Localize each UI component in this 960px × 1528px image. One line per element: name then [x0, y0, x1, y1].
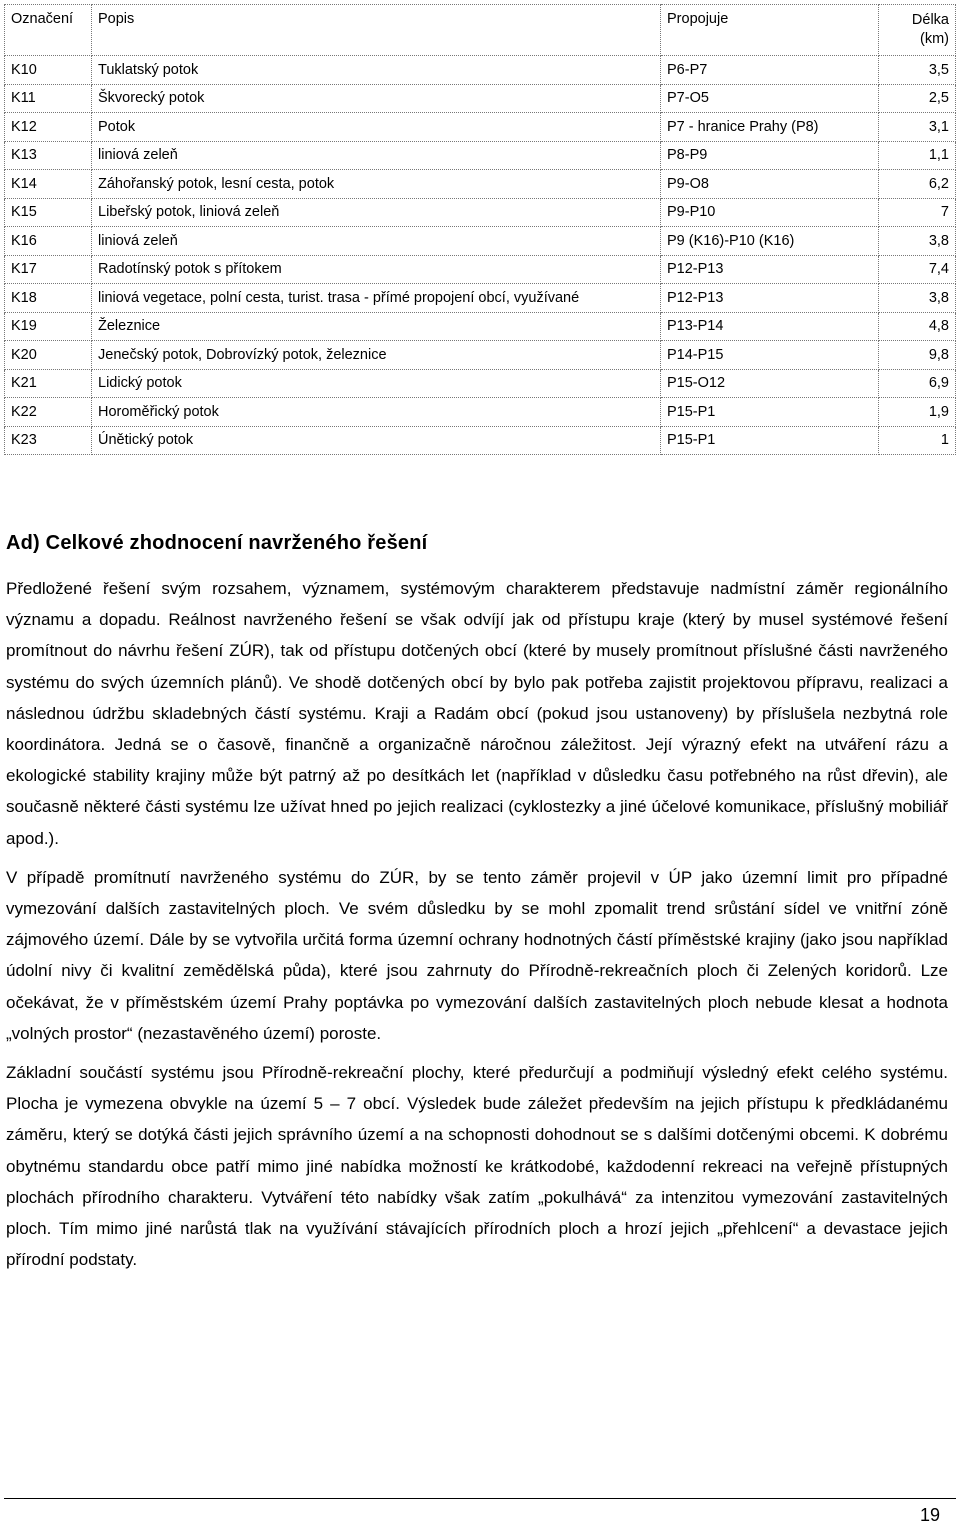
- cell-length: 3,8: [879, 284, 956, 313]
- cell-connects: P15-P1: [661, 398, 879, 427]
- table-row: [5, 56, 956, 85]
- table-row: [5, 170, 956, 199]
- cell-description: Libeřský potok, liniová zeleň: [92, 198, 661, 227]
- cell-description: Železnice: [92, 312, 661, 341]
- table-row: [5, 227, 956, 256]
- cell-description: Lidický potok: [92, 369, 661, 398]
- cell-length: 2,5: [879, 84, 956, 113]
- cell-id: K21: [5, 369, 92, 398]
- cell-connects: P15-P1: [661, 426, 879, 455]
- cell-id: K12: [5, 113, 92, 142]
- cell-id: K22: [5, 398, 92, 427]
- table-body: [5, 56, 956, 455]
- cell-length: 7,4: [879, 255, 956, 284]
- page-number: 19: [919, 1505, 940, 1525]
- corridor-table: [4, 4, 956, 455]
- column-header-length-label: Délka: [911, 12, 949, 28]
- cell-connects: P6-P7: [661, 56, 879, 85]
- table-header-row: [5, 5, 956, 56]
- cell-id: K11: [5, 84, 92, 113]
- cell-length: 1,9: [879, 398, 956, 427]
- cell-id: K15: [5, 198, 92, 227]
- section-heading: Ad) Celkové zhodnocení navrženého řešení: [6, 532, 428, 554]
- cell-description: liniová zeleň: [92, 141, 661, 170]
- evaluation-section: [6, 532, 948, 1283]
- cell-description: Horoměřický potok: [92, 398, 661, 427]
- cell-connects: P13-P14: [661, 312, 879, 341]
- cell-connects: P9-O8: [661, 170, 879, 199]
- cell-id: K23: [5, 426, 92, 455]
- table-row: [5, 398, 956, 427]
- cell-connects: P12-P13: [661, 255, 879, 284]
- cell-length: 4,8: [879, 312, 956, 341]
- cell-connects: P9-P10: [661, 198, 879, 227]
- cell-length: 7: [879, 198, 956, 227]
- cell-connects: P7 - hranice Prahy (P8): [661, 113, 879, 142]
- cell-id: K14: [5, 170, 92, 199]
- table-row: [5, 141, 956, 170]
- cell-length: 6,2: [879, 170, 956, 199]
- cell-id: K16: [5, 227, 92, 256]
- cell-length: 3,8: [879, 227, 956, 256]
- cell-id: K10: [5, 56, 92, 85]
- column-header-connects: Propojuje: [661, 5, 879, 56]
- cell-length: 3,5: [879, 56, 956, 85]
- cell-connects: P9 (K16)-P10 (K16): [661, 227, 879, 256]
- cell-description: liniová zeleň: [92, 227, 661, 256]
- table-row: [5, 312, 956, 341]
- cell-description: Záhořanský potok, lesní cesta, potok: [92, 170, 661, 199]
- table-row: [5, 84, 956, 113]
- column-header-id: Označení: [5, 5, 92, 56]
- cell-length: 1: [879, 426, 956, 455]
- table-row: [5, 341, 956, 370]
- cell-connects: P8-P9: [661, 141, 879, 170]
- table-row: [5, 198, 956, 227]
- cell-length: 6,9: [879, 369, 956, 398]
- table-row: [5, 426, 956, 455]
- cell-description: Tuklatský potok: [92, 56, 661, 85]
- footer-divider: [4, 1498, 956, 1499]
- cell-id: K18: [5, 284, 92, 313]
- column-header-description: Popis: [92, 5, 661, 56]
- cell-connects: P7-O5: [661, 84, 879, 113]
- paragraph-3: Základní součástí systému jsou Přírodně-rekreační plochy, které předurčují a podmiňují výsledný efekt celého systému. Plocha je vymezena obvykle na území 5 – 7 obcí. Výsledek bude záležet především na jejich přístupu k předkládanému záměru, který se dotýká části jejich správního území a na schopnosti dohodnout se s dalšími dotčenými obcemi. K dobrému obytnému standardu obce patří mimo jiné nabídka možností ke krátkodobé, každodenní rekreaci na veřejně přístupných plochách přírodního charakteru. Vytváření této nabídky však zatím „pokulhává“ za intenzitou vymezování zastavitelných ploch. Tím mimo jiné narůstá tlak na využívání stávajících přírodních ploch a hrozí jejich „přehlcení“ a devastace jejich přírodní podstaty.: [6, 1063, 948, 1270]
- cell-id: K13: [5, 141, 92, 170]
- cell-connects: P15-O12: [661, 369, 879, 398]
- column-header-length-unit: (km): [920, 31, 949, 47]
- column-header-length: [879, 5, 956, 56]
- cell-id: K17: [5, 255, 92, 284]
- cell-length: 9,8: [879, 341, 956, 370]
- cell-description: liniová vegetace, polní cesta, turist. trasa - přímé propojení obcí, využívané: [92, 284, 661, 313]
- cell-connects: P14-P15: [661, 341, 879, 370]
- cell-id: K19: [5, 312, 92, 341]
- cell-length: 3,1: [879, 113, 956, 142]
- cell-id: K20: [5, 341, 92, 370]
- cell-description: Únětický potok: [92, 426, 661, 455]
- table-row: [5, 113, 956, 142]
- cell-description: Jenečský potok, Dobrovízký potok, železnice: [92, 341, 661, 370]
- cell-description: Škvorecký potok: [92, 84, 661, 113]
- table-row: [5, 284, 956, 313]
- cell-description: Radotínský potok s přítokem: [92, 255, 661, 284]
- cell-connects: P12-P13: [661, 284, 879, 313]
- paragraph-1: Předložené řešení svým rozsahem, významem, systémovým charakterem představuje nadmístní záměr regionálního významu a dopadu. Reálnost navrženého řešení se však odvíjí jak od přístupu kraje (který by musel systémové řešení promítnout do návrhu řešení ZÚR), tak od přístupu dotčených obcí (které by musely promítnout příslušné části navrženého systému do svých územních plánů). Ve shodě dotčených obcí by bylo pak potřeba zajistit projektovou přípravu, realizaci a následnou údržbu skladebných částí systému. Kraji a Radám obcí (pokud jsou ustanoveny) by příslušela nezbytná role koordinátora. Jedná se o časově, finančně a organizačně náročnou záležitost. Její výrazný efekt na utváření rázu a ekologické stability krajiny může být patrný až po desítkách let (například v důsledku času potřebného na růst dřevin), ale současně některé části systému lze užívat hned po jejich realizaci (cyklostezky a jiné účelové komunikace, příslušný mobiliář apod.).: [6, 579, 948, 848]
- cell-description: Potok: [92, 113, 661, 142]
- paragraph-2: V případě promítnutí navrženého systému do ZÚR, by se tento záměr projevil v ÚP jako územní limit pro případné vymezování dalších zastavitelných ploch. Ve svém důsledku by se mohl zpomalit trend srůstání sídel ve vnitřní zóně zájmového území. Dále by se vytvořila určitá forma územní ochrany hodnotných částí příměstské krajiny (jako jsou například údolní nivy či kvalitní zemědělská půda), které jsou zahrnuty do Přírodně-rekreačních ploch či Zelených koridorů. Lze očekávat, že v příměstském území Prahy poptávka po vymezování dalších zastavitelných ploch nebude klesat a hodnota „volných prostor“ (nezastavěného území) poroste.: [6, 867, 948, 1043]
- table-row: [5, 369, 956, 398]
- cell-length: 1,1: [879, 141, 956, 170]
- table-row: [5, 255, 956, 284]
